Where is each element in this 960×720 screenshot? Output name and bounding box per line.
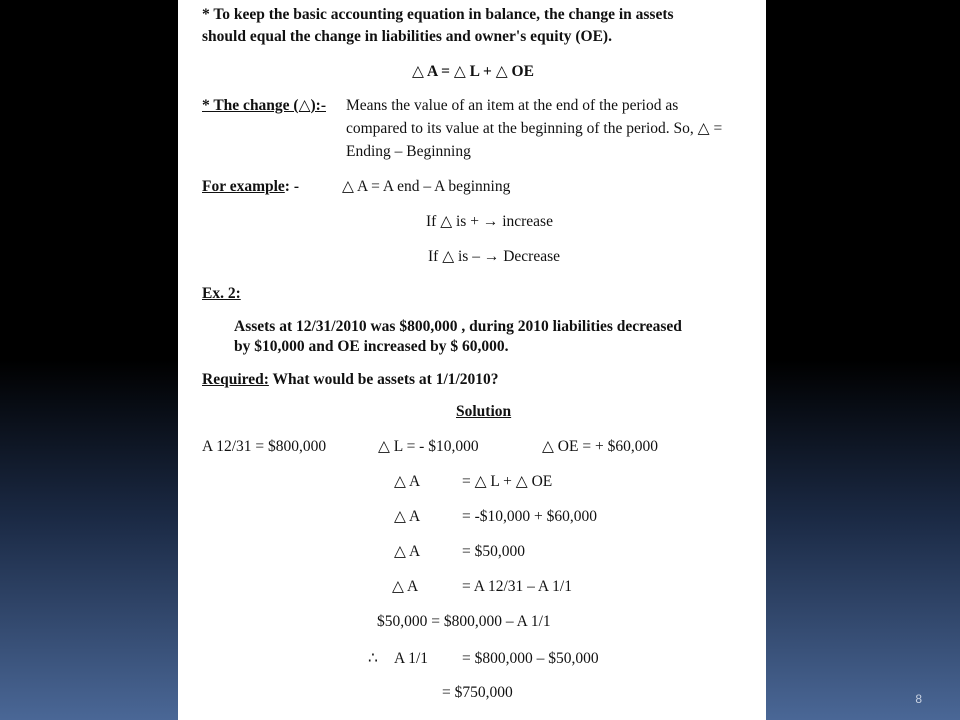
step-left: △ A [394, 473, 421, 490]
document-page [178, 0, 766, 720]
example-label-suffix: : - [284, 178, 299, 195]
given-owners-equity: △ OE = + $60,000 [542, 438, 658, 455]
given-liabilities: △ L = - $10,000 [378, 438, 479, 455]
step-right: = A 12/31 – A 1/1 [462, 578, 572, 595]
ex2-line-1: Assets at 12/31/2010 was $800,000 , during 2010 liabilities decreased [234, 318, 682, 335]
step-right: = △ L + △ OE [462, 473, 553, 490]
accounting-equation: △ A = △ L + △ OE [412, 63, 534, 80]
solution-heading: Solution [456, 403, 512, 420]
step-right: = -$10,000 + $60,000 [462, 508, 598, 525]
change-def-line-3: Ending – Beginning [346, 143, 471, 160]
step-five: $50,000 = $800,000 – A 1/1 [377, 613, 551, 630]
given-assets: A 12/31 = $800,000 [202, 438, 327, 455]
step-six-right: = $800,000 – $50,000 [462, 650, 599, 667]
example-label: For example [202, 178, 285, 195]
step-left: △ A [394, 543, 421, 560]
intro-line-1: * To keep the basic accounting equation in balance, the change in assets [202, 6, 674, 23]
example-if-plus: If △ is + → increase [426, 213, 553, 230]
slide-number: 8 [915, 692, 922, 706]
final-answer: = $750,000 [442, 684, 513, 701]
intro-line-2: should equal the change in liabilities and owner's equity (OE). [202, 28, 612, 45]
step-right: = $50,000 [462, 543, 525, 560]
required-row [202, 371, 499, 389]
therefore-symbol: ∴ [368, 650, 378, 667]
example-label-row [202, 178, 299, 196]
step-six-left: A 1/1 [394, 650, 429, 667]
example-if-minus: If △ is – → Decrease [428, 248, 560, 265]
change-def-line-2: compared to its value at the beginning of the period. So, △ = [346, 120, 723, 137]
required-label: Required: [202, 371, 269, 388]
change-def-line-1: Means the value of an item at the end of the period as [346, 97, 679, 114]
ex2-label: Ex. 2: [202, 285, 241, 302]
required-text: What would be assets at 1/1/2010? [272, 371, 499, 388]
change-label: * The change (△):- [202, 97, 326, 114]
example-formula: △ A = A end – A beginning [342, 178, 511, 195]
step-left: △ A [394, 508, 421, 525]
ex2-line-2: by $10,000 and OE increased by $ 60,000. [234, 338, 509, 355]
step-left: △ A [392, 578, 419, 595]
